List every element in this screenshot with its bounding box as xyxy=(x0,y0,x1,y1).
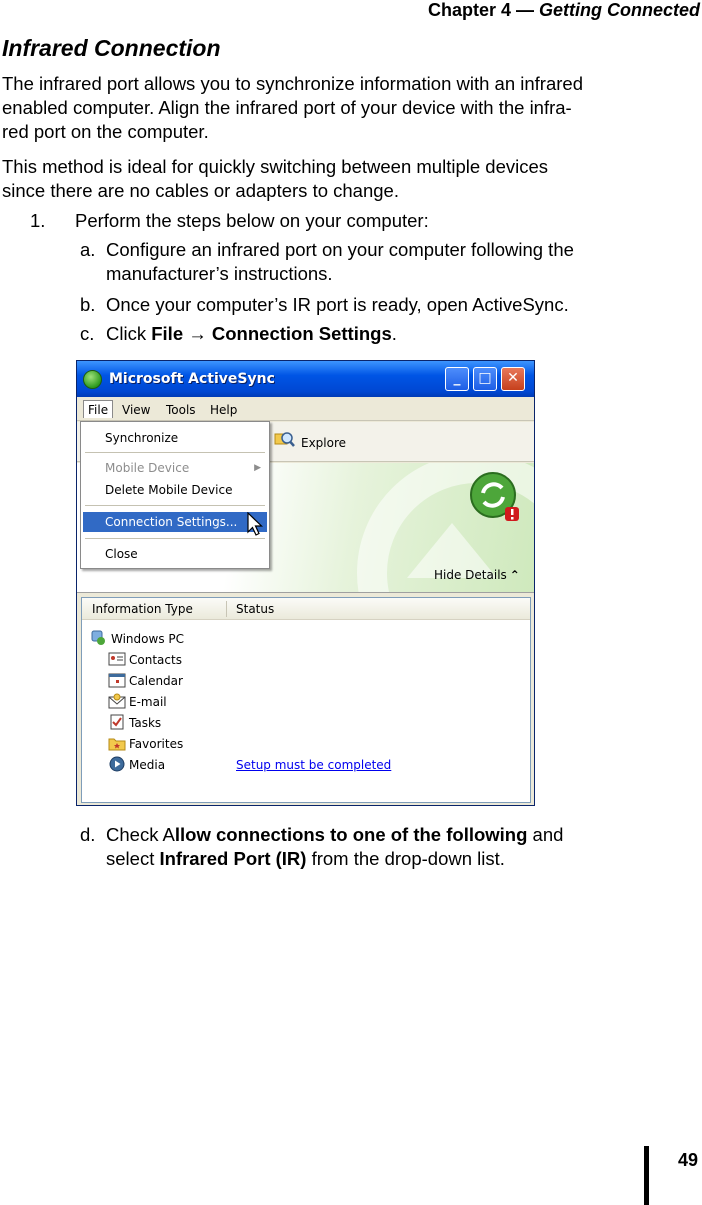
sync-status-icon xyxy=(469,471,521,523)
tree-root-label: Windows PC xyxy=(111,632,184,646)
step-d-line2 xyxy=(106,847,505,871)
step-a-line1: Configure an infrared port on your computer following the xyxy=(106,239,574,260)
submenu-arrow-icon: ▶ xyxy=(254,463,261,473)
menu-view[interactable]: View xyxy=(122,403,151,417)
menu-separator xyxy=(85,452,265,453)
mouse-cursor-icon xyxy=(247,512,265,538)
menu-item-delete-mobile-device[interactable]: Delete Mobile Device xyxy=(105,483,233,497)
close-button[interactable]: ✕ xyxy=(501,367,525,391)
menu-help[interactable]: Help xyxy=(210,403,238,417)
menu-item-close[interactable]: Close xyxy=(105,547,138,561)
menu-item-mobile-device[interactable] xyxy=(83,458,267,478)
tasks-icon xyxy=(108,714,126,730)
setup-link[interactable]: Setup must be completed xyxy=(236,758,392,772)
step-c-label: c. xyxy=(80,323,95,344)
tree-root-windows-pc[interactable] xyxy=(90,630,184,648)
email-label: E-mail xyxy=(129,695,167,709)
step-d-bold1: llow connections to one of the following xyxy=(174,824,528,845)
column-separator[interactable] xyxy=(226,601,227,617)
step-c-suffix: . xyxy=(391,323,397,344)
list-item-calendar[interactable] xyxy=(108,672,183,690)
minimize-button[interactable]: _ xyxy=(445,367,469,391)
media-player-icon xyxy=(108,756,126,772)
paragraph-intro xyxy=(2,72,652,144)
running-header xyxy=(428,0,700,21)
favorites-folder-icon xyxy=(108,735,126,751)
list-item-tasks[interactable] xyxy=(108,714,161,732)
para1-line3: red port on the computer. xyxy=(2,121,209,142)
mobile-device-label: Mobile Device xyxy=(105,461,190,475)
step-a xyxy=(80,238,660,288)
calendar-icon xyxy=(108,672,126,688)
step-d-line2-suffix: from the drop-down list. xyxy=(306,848,505,869)
list-item-favorites[interactable] xyxy=(108,735,183,753)
contacts-icon xyxy=(108,651,126,667)
activesync-window xyxy=(76,360,535,806)
step-d-label: d. xyxy=(80,824,96,845)
windows-pc-icon xyxy=(90,630,108,646)
activesync-app-icon xyxy=(83,370,102,389)
column-information-type[interactable]: Information Type xyxy=(92,602,193,616)
step-a-line2: manufacturer’s instructions. xyxy=(106,263,333,284)
step-b xyxy=(80,293,660,317)
explore-icon[interactable] xyxy=(273,429,295,451)
maximize-button[interactable]: □ xyxy=(473,367,497,391)
step-c-arrow: → xyxy=(188,323,207,344)
page-number: 49 xyxy=(677,1150,698,1170)
step-1-text: Perform the steps below on your computer: xyxy=(75,210,429,231)
section-title: Infrared Connection xyxy=(2,35,221,61)
file-menu-dropdown xyxy=(80,421,270,569)
step-c-prefix: Click xyxy=(106,323,152,344)
hide-details-button[interactable] xyxy=(434,568,520,582)
menu-separator xyxy=(85,538,265,539)
paragraph-method xyxy=(2,155,652,203)
menu-item-connection-settings[interactable]: Connection Settings... xyxy=(83,512,267,532)
menu-separator xyxy=(85,505,265,506)
step-d-mid: and xyxy=(527,824,564,845)
step-c-text xyxy=(106,322,397,346)
chapter-title: Getting Connected xyxy=(539,0,700,20)
column-header xyxy=(82,598,530,620)
step-d-prefix: Check A xyxy=(106,824,175,845)
step-d-bold2: Infrared Port (IR) xyxy=(159,848,307,869)
step-c-file: File xyxy=(151,323,184,344)
list-item-media[interactable] xyxy=(108,756,165,774)
menu-tools[interactable]: Tools xyxy=(166,403,196,417)
hide-details-label: Hide Details xyxy=(434,568,507,582)
para2-line2: since there are no cables or adapters to change. xyxy=(2,180,399,201)
step-d-line1 xyxy=(106,823,563,847)
media-label: Media xyxy=(129,758,166,772)
menu-file[interactable]: File xyxy=(83,400,113,418)
window-titlebar xyxy=(77,361,534,397)
information-type-list xyxy=(81,597,531,803)
chapter-label: Chapter 4 — xyxy=(427,0,539,20)
step-c xyxy=(80,322,660,346)
contacts-label: Contacts xyxy=(129,653,182,667)
page-number-bar xyxy=(644,1146,649,1205)
email-icon xyxy=(108,693,126,709)
explore-label[interactable]: Explore xyxy=(301,436,347,450)
step-d xyxy=(80,823,660,873)
step-c-settings: Connection Settings xyxy=(211,323,392,344)
step-b-text: Once your computer’s IR port is ready, open ActiveSync. xyxy=(106,294,569,315)
double-chevron-up-icon: ⌃ xyxy=(509,568,520,582)
para1-line2: enabled computer. Align the infrared port of your device with the infra- xyxy=(2,97,572,118)
column-status[interactable]: Status xyxy=(236,602,275,616)
tasks-label: Tasks xyxy=(129,716,162,730)
menu-bar xyxy=(77,397,534,421)
calendar-label: Calendar xyxy=(129,674,183,688)
list-item-contacts[interactable] xyxy=(108,651,182,669)
step-b-label: b. xyxy=(80,294,96,315)
step-d-line2-prefix: select xyxy=(106,848,160,869)
para1-line1: The infrared port allows you to synchronize information with an infrared xyxy=(2,73,583,94)
favorites-label: Favorites xyxy=(129,737,184,751)
para2-line1: This method is ideal for quickly switching between multiple devices xyxy=(2,156,549,177)
step-a-label: a. xyxy=(80,239,96,260)
list-item-email[interactable] xyxy=(108,693,167,711)
window-title: Microsoft ActiveSync xyxy=(109,371,275,387)
step-1-number: 1. xyxy=(30,210,46,231)
menu-item-synchronize[interactable]: Synchronize xyxy=(105,431,179,445)
